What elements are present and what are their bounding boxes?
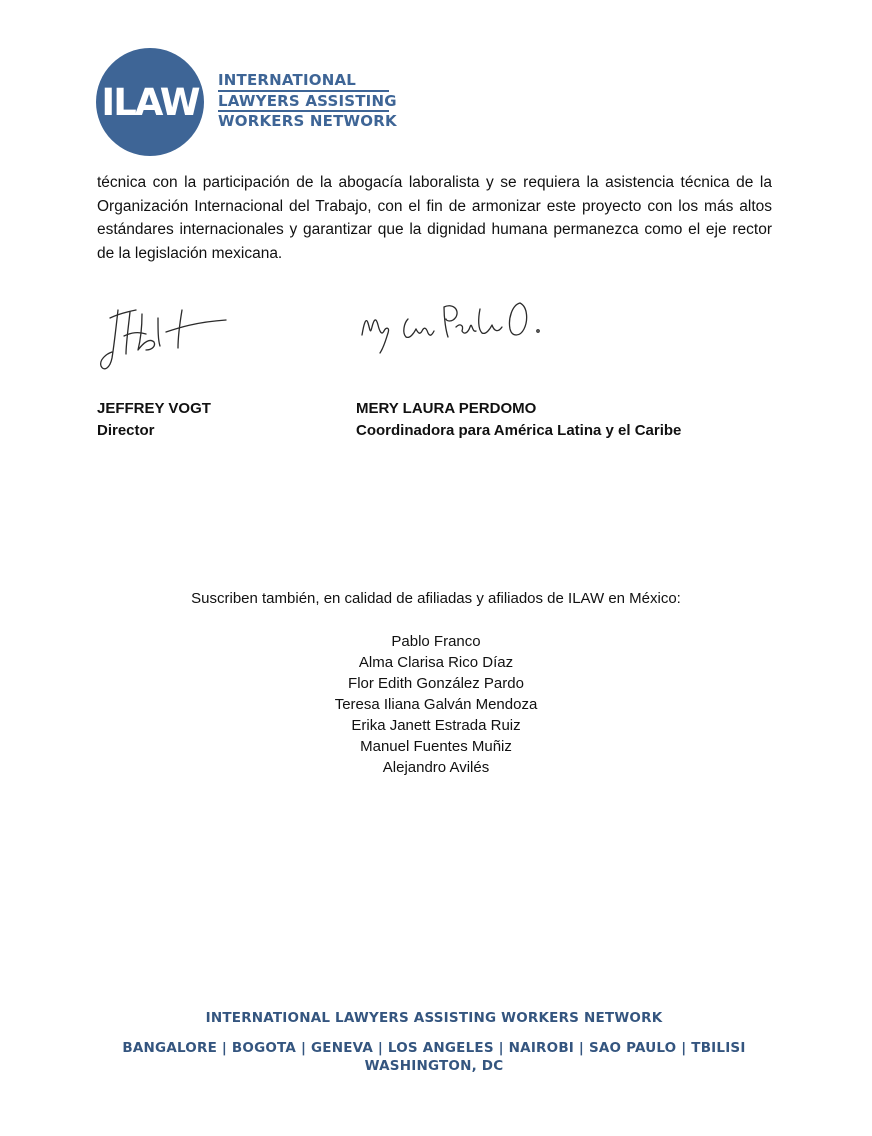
logo-line-1: INTERNATIONAL bbox=[218, 71, 357, 89]
body-paragraph: técnica con la participación de la abogacía laboralista y se requiera la asistencia técnica de la Organización Internacional del Trabajo, con el fin de armonizar este proyecto con los más altos estándares internacionales y garantizar que la dignidad humana permanezca como el eje rector de la legislación mexicana. bbox=[97, 174, 772, 262]
logo-line-3: WORKERS NETWORK bbox=[218, 112, 397, 130]
signature-jeffrey-vogt bbox=[96, 288, 232, 380]
affiliates-intro: Suscriben también, en calidad de afiliadas y afiliados de ILAW en México: bbox=[191, 590, 681, 607]
affiliates-list bbox=[0, 631, 872, 778]
affiliate-name: Teresa Iliana Galván Mendoza bbox=[334, 696, 538, 713]
affiliate-name: Alma Clarisa Rico Díaz bbox=[358, 654, 514, 671]
signatory-name: JEFFREY VOGT bbox=[97, 400, 211, 417]
signature-mery-laura-perdomo bbox=[356, 293, 552, 359]
logo-divider bbox=[218, 110, 389, 112]
ilaw-logo-wordmark bbox=[218, 70, 397, 132]
signatory-title: Director bbox=[97, 422, 155, 439]
footer-cities-line: BANGALORE | BOGOTA | GENEVA | LOS ANGELES | NAIROBI | SAO PAULO | TBILISI bbox=[122, 1040, 746, 1056]
affiliate-name: Alejandro Avilés bbox=[382, 759, 490, 776]
signatory-name: MERY LAURA PERDOMO bbox=[356, 400, 537, 417]
ilaw-logo-mark: ILAW bbox=[96, 48, 204, 156]
affiliate-name: Flor Edith González Pardo bbox=[348, 675, 524, 692]
affiliate-name: Erika Janett Estrada Ruiz bbox=[351, 717, 521, 734]
logo-line-2: LAWYERS ASSISTING bbox=[218, 91, 397, 110]
signatory-title: Coordinadora para América Latina y el Caribe bbox=[356, 422, 682, 439]
footer-cities bbox=[0, 1040, 868, 1075]
footer-organization: INTERNATIONAL LAWYERS ASSISTING WORKERS NETWORK bbox=[205, 1010, 663, 1026]
affiliate-name: Pablo Franco bbox=[391, 633, 481, 650]
logo-divider bbox=[218, 90, 389, 92]
affiliate-name: Manuel Fuentes Muñiz bbox=[360, 738, 512, 755]
footer-cities-line: WASHINGTON, DC bbox=[364, 1057, 504, 1074]
